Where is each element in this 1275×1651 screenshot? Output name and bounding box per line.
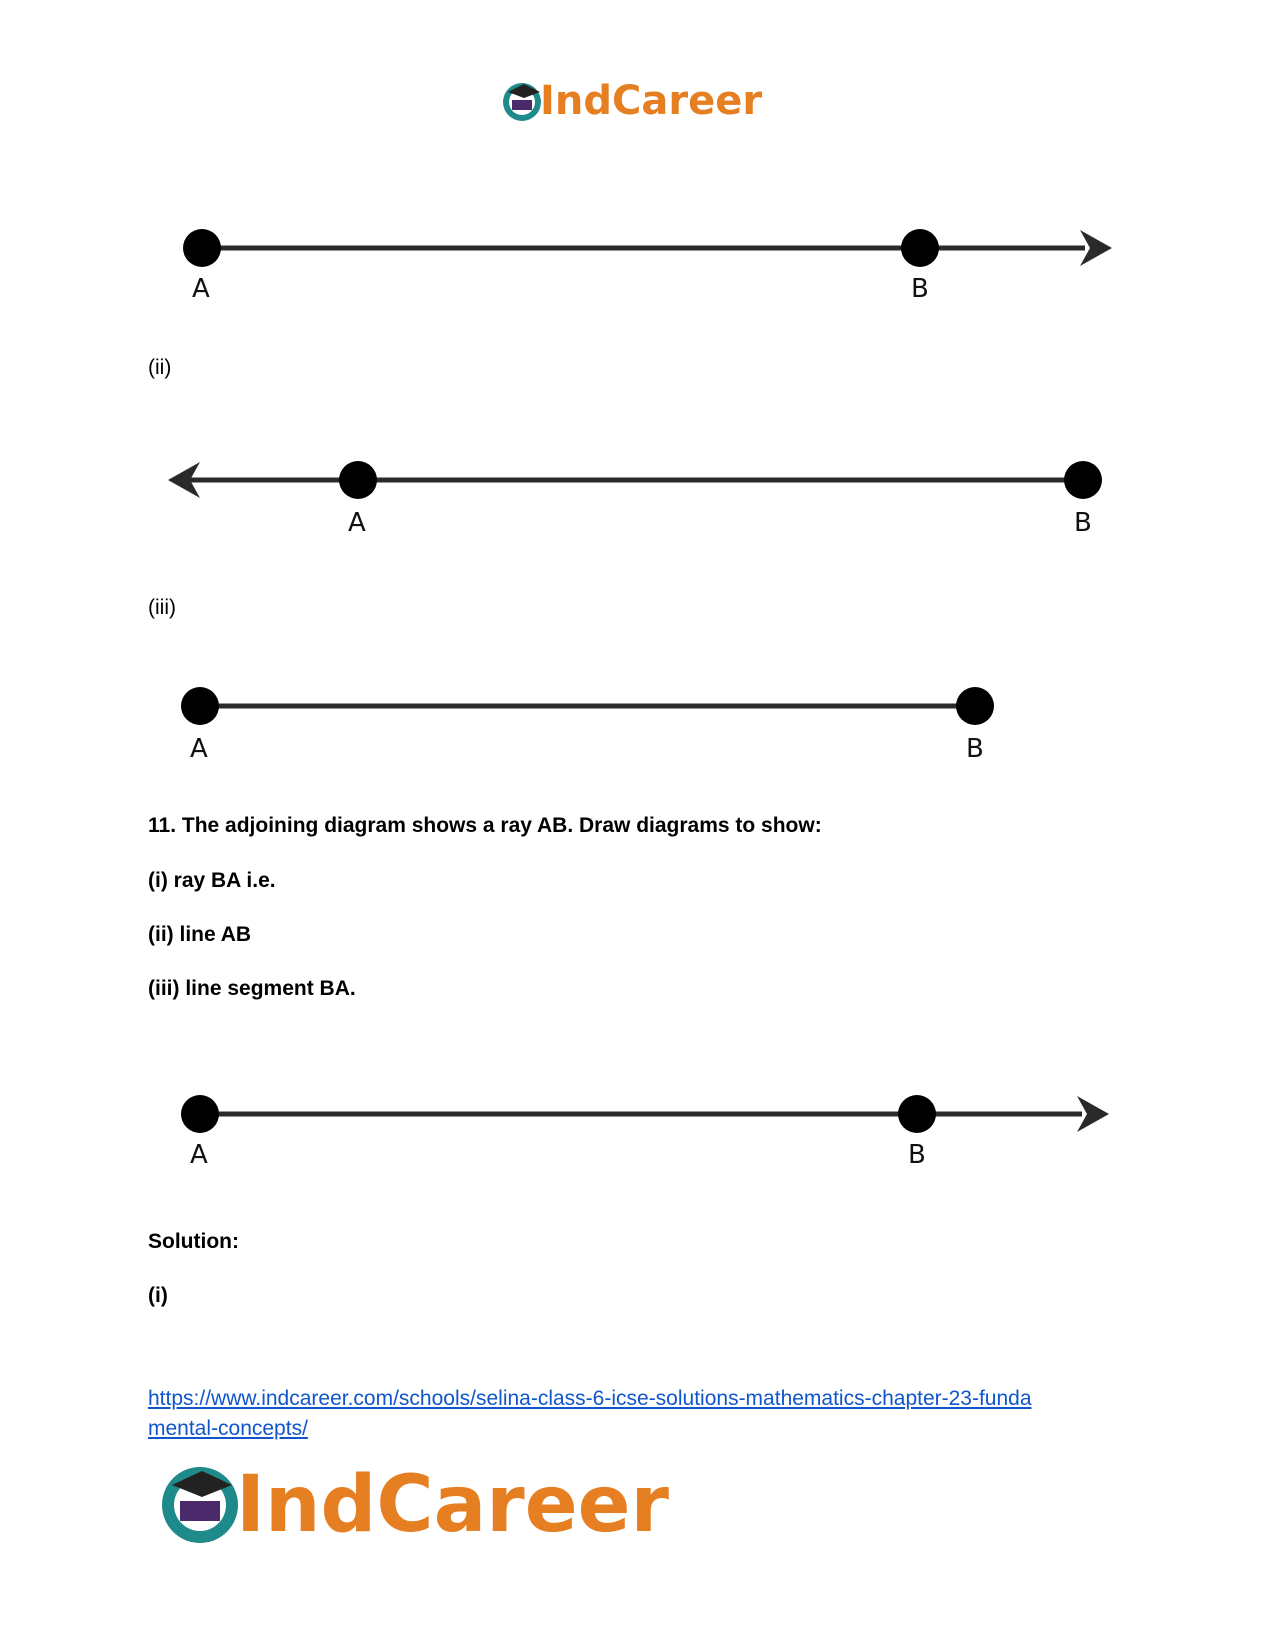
label-ii: (ii)	[148, 356, 172, 379]
question-title: 11. The adjoining diagram shows a ray AB. Draw diagrams to show:	[148, 814, 822, 837]
solution-heading: Solution:	[148, 1230, 239, 1253]
source-url-link[interactable]	[148, 1384, 1148, 1444]
point-label-a: A	[192, 274, 210, 300]
source-url-line-2: mental-concepts/	[148, 1417, 308, 1440]
graduation-cap-icon	[158, 1459, 248, 1549]
point-label-a: A	[190, 1140, 208, 1166]
question-part-ii: (ii) line AB	[148, 923, 252, 946]
footer-logo	[158, 1455, 718, 1555]
diagram-segment-ab	[0, 668, 1275, 758]
footer-logo-text: IndCareer	[236, 1460, 669, 1550]
footer-link-block	[148, 1384, 1148, 1444]
question-part-iii: (iii) line segment BA.	[148, 977, 356, 1000]
point-label-a: A	[190, 734, 208, 758]
header-logo	[500, 76, 780, 126]
point-label-b: B	[911, 274, 929, 300]
header-logo-text: IndCareer	[540, 78, 763, 124]
question-part-i: (i) ray BA i.e.	[148, 869, 276, 892]
point-label-b: B	[966, 734, 984, 758]
point-label-b: B	[908, 1140, 926, 1166]
solution-part-i: (i)	[148, 1284, 168, 1307]
diagram-ray-ab-2	[0, 1076, 1275, 1166]
label-iii: (iii)	[148, 596, 176, 619]
point-label-b: B	[1074, 508, 1092, 532]
diagram-ray-ba	[0, 442, 1275, 532]
point-label-a: A	[348, 508, 366, 532]
source-url-line-1: https://www.indcareer.com/schools/selina-class-6-icse-solutions-mathematics-chapter-23-funda	[148, 1387, 1032, 1410]
diagram-ray-ab-1	[0, 210, 1275, 300]
